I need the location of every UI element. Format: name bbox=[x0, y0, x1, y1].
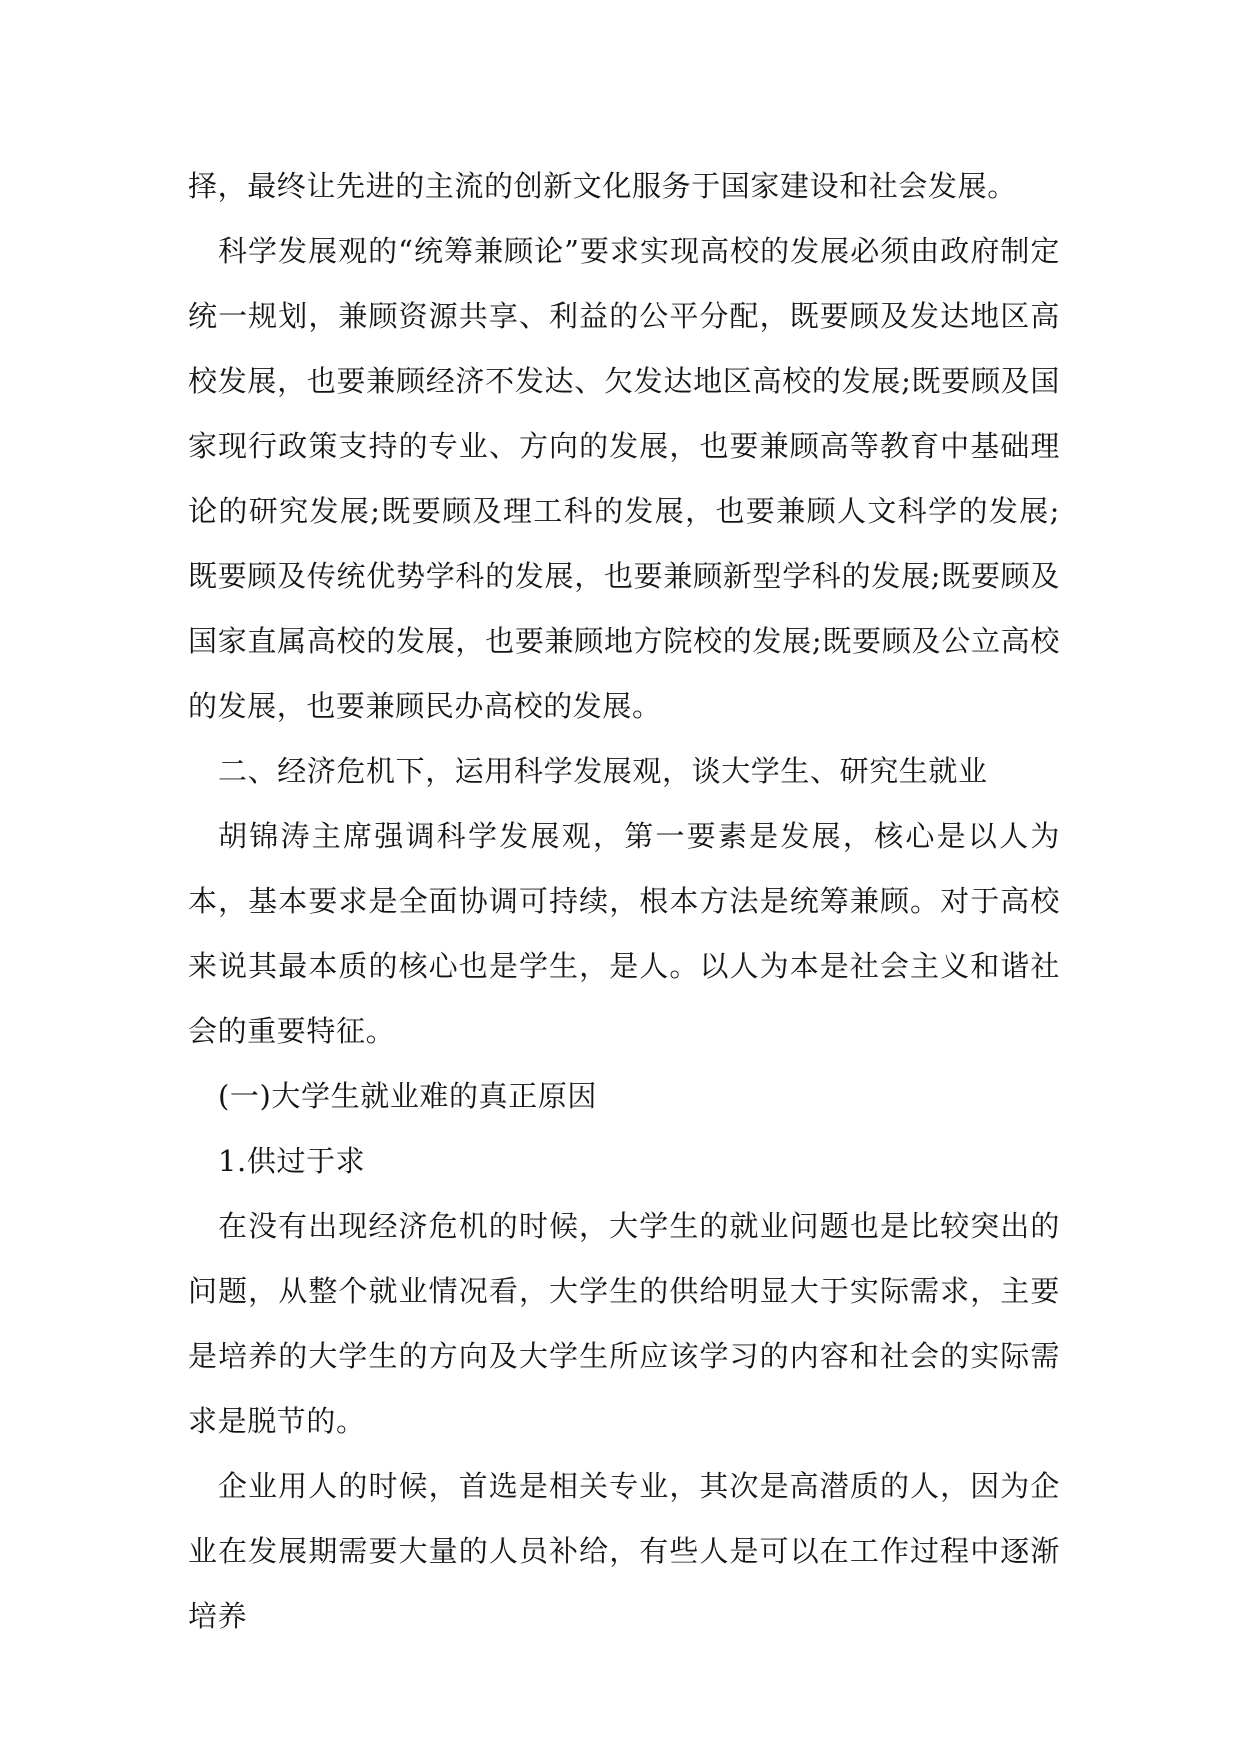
paragraph-continuation: 择，最终让先进的主流的创新文化服务于国家建设和社会发展。 bbox=[188, 169, 1017, 203]
section-heading-employment: 二、经济危机下，运用科学发展观，谈大学生、研究生就业 bbox=[218, 754, 988, 788]
paragraph-people-oriented: 胡锦涛主席强调科学发展观，第一要素是发展，核心是以人为本，基本要求是全面协调可持续，根本方法是统筹兼顾。对于高校来说其最本质的核心也是学生，是人。以人为本是社会主义和谐社会的重要特征。 bbox=[188, 819, 1060, 1048]
paragraph-oversupply: 在没有出现经济危机的时候，大学生的就业问题也是比较突出的问题，从整个就业情况看，大学生的供给明显大于实际需求，主要是培养的大学生的方向及大学生所应该学习的内容和社会的实际需求是脱节的。 bbox=[188, 1209, 1060, 1438]
item-heading-oversupply: 1.供过于求 bbox=[218, 1144, 366, 1178]
document-body bbox=[188, 154, 1060, 1649]
subsection-heading-causes: (一)大学生就业难的真正原因 bbox=[218, 1079, 598, 1113]
paragraph-enterprise-hiring: 企业用人的时候，首选是相关专业，其次是高潜质的人，因为企业在发展期需要大量的人员补给，有些人是可以在工作过程中逐渐培养 bbox=[188, 1469, 1060, 1633]
paragraph-coordination-theory: 科学发展观的“统筹兼顾论”要求实现高校的发展必须由政府制定统一规划，兼顾资源共享、利益的公平分配，既要顾及发达地区高校发展，也要兼顾经济不发达、欠发达地区高校的发展;既要顾及国家现行政策支持的专业、方向的发展，也要兼顾高等教育中基础理论的研究发展;既要顾及理工科的发展，也要兼顾人文科学的发展;既要顾及传统优势学科的发展，也要兼顾新型学科的发展;既要顾及国家直属高校的发展，也要兼顾地方院校的发展;既要顾及公立高校的发展，也要兼顾民办高校的发展。 bbox=[188, 234, 1060, 723]
